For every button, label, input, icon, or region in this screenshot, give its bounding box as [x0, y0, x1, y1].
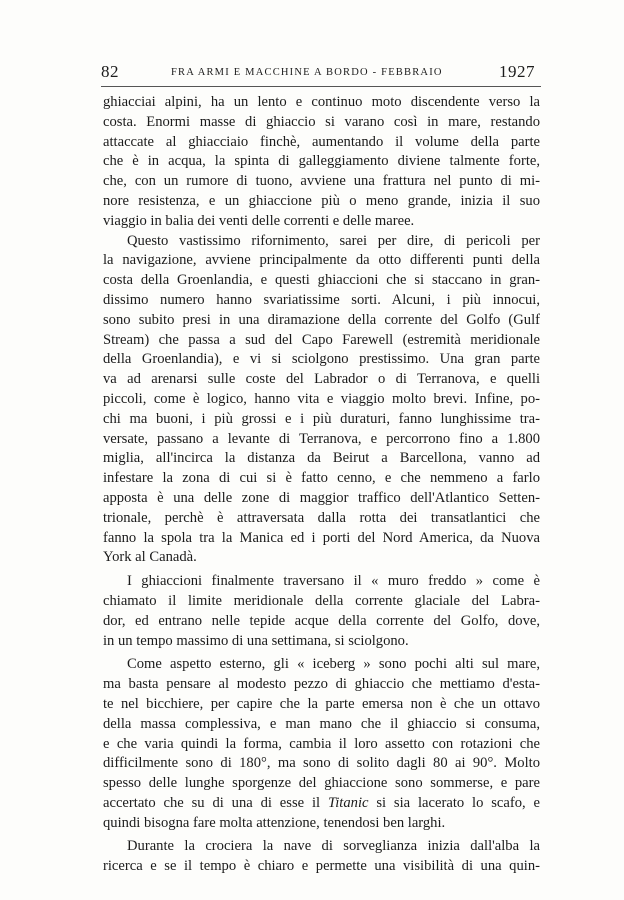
- paragraph: [103, 93, 540, 232]
- text-line: che è in acqua, la spinta di galleggiamento diviene talmente forte,: [103, 153, 540, 170]
- text-line: della massa complessiva, e man mano che il ghiaccio si consuma,: [103, 715, 540, 732]
- page-number: 82: [101, 62, 119, 81]
- text-line: Durante la crociera la nave di sorveglianza inizia dall'alba la: [127, 838, 540, 855]
- paragraph: [103, 655, 540, 833]
- text-line: chiamato il limite meridionale della corrente glaciale del Labra-: [103, 592, 540, 609]
- running-header: [101, 62, 541, 84]
- text-line: fanno la spola tra la Manica ed i porti del Nord America, da Nuova: [103, 529, 540, 546]
- text-line: che, con un rumore di tuono, avviene una frattura nel punto di mi-: [103, 173, 540, 190]
- text-line: I ghiaccioni finalmente traversano il « muro freddo » come è: [127, 573, 540, 590]
- text-line: piccoli, come è logico, hanno vita e viaggio molto brevi. Infine, po-: [103, 390, 540, 407]
- paragraph: [103, 232, 540, 569]
- text-line: trionale, perchè è attraversata dalla rotta dei transatlantici che: [103, 509, 540, 526]
- text-line: costa della Groenlandia, e questi ghiaccioni che si staccano in gran-: [103, 272, 540, 289]
- text-fragment: accertato che su di una di esse il: [103, 794, 328, 811]
- text-line: dor, ed entrano nelle tepide acque della corrente del Golfo, dove,: [103, 612, 540, 629]
- text-line: ma basta pensare al modesto pezzo di ghiaccio che mettiamo d'esta-: [103, 676, 540, 693]
- running-title: FRA ARMI E MACCHINE A BORDO - FEBBRAIO: [171, 67, 443, 78]
- text-line: va ad arenarsi sulle coste del Labrador o di Terranova, e quelli: [103, 371, 540, 388]
- text-line: Come aspetto esterno, gli « iceberg » sono pochi alti sul mare,: [127, 656, 540, 673]
- body-text: [103, 93, 540, 877]
- text-line: Questo vastissimo rifornimento, sarei per dire, di pericoli per: [127, 232, 540, 249]
- text-line: versate, passano a levante di Terranova, e percorrono fino a 1.800: [103, 430, 540, 447]
- text-line: in un tempo massimo di una settimana, si sciolgono.: [103, 632, 409, 649]
- text-line: attaccate al ghiacciaio finchè, aumentando il volume della parte: [103, 133, 540, 150]
- running-year: 1927: [499, 62, 535, 81]
- text-line: quindi bisogna fare molta attenzione, tenendosi ben larghi.: [103, 814, 446, 831]
- text-line: te nel bicchiere, per capire che la parte emersa non è che un ottavo: [103, 695, 540, 712]
- paragraph: [103, 572, 540, 651]
- text-line: difficilmente sono di 180°, ma sono di solito dagli 80 ai 90°. Molto: [103, 755, 540, 772]
- text-line: della Groenlandia), e vi si sciolgono prestissimo. Una gran parte: [103, 351, 540, 368]
- text-line: chi ma buoni, i più grossi e i più duraturi, fanno lunghissime tra-: [103, 410, 540, 427]
- text-line: Stream) che passa a sud del Capo Farewell (estremità meridionale: [103, 331, 540, 348]
- text-line: miglia, all'incirca la distanza da Beirut a Barcellona, vanno ad: [103, 450, 540, 467]
- text-line: apposta è una delle zone di maggior traffico dell'Atlantico Setten-: [103, 489, 540, 506]
- paragraph: [103, 837, 540, 877]
- text-line: e che varia quindi la forma, cambia il loro assetto con rotazioni che: [103, 735, 540, 752]
- header-rule: [101, 86, 541, 87]
- text-line: viaggio in balia dei venti delle correnti e delle maree.: [103, 212, 415, 229]
- text-line: infestare la zona di cui si è fatto cenno, e che nemmeno a farlo: [103, 470, 540, 487]
- text-line: costa. Enormi masse di ghiaccio si varano così in mare, restando: [103, 113, 540, 130]
- text-line: spesso delle lunghe sporgenze del ghiaccione sono sommerse, e pare: [103, 775, 540, 792]
- text-line: York al Canadà.: [103, 549, 197, 566]
- text-fragment: si sia lacerato lo scafo, e: [368, 794, 541, 811]
- text-line-titanic: [103, 794, 540, 814]
- text-line: ghiacciai alpini, ha un lento e continuo moto discendente verso la: [103, 94, 540, 110]
- ship-name: Titanic: [327, 794, 369, 811]
- text-line: la navigazione, avviene principalmente da otto differenti punti della: [103, 252, 540, 269]
- text-line: ricerca e se il tempo è chiaro e permette una visibilità di una quin-: [103, 858, 540, 875]
- text-line: dissimo numero hanno svariatissime sorti. Alcuni, i più innocui,: [103, 291, 540, 308]
- text-line: nore resistenza, e un ghiaccione più o meno grande, inizia il suo: [103, 192, 540, 209]
- text-line: sono subito presi in una diramazione della corrente del Golfo (Gulf: [103, 311, 540, 328]
